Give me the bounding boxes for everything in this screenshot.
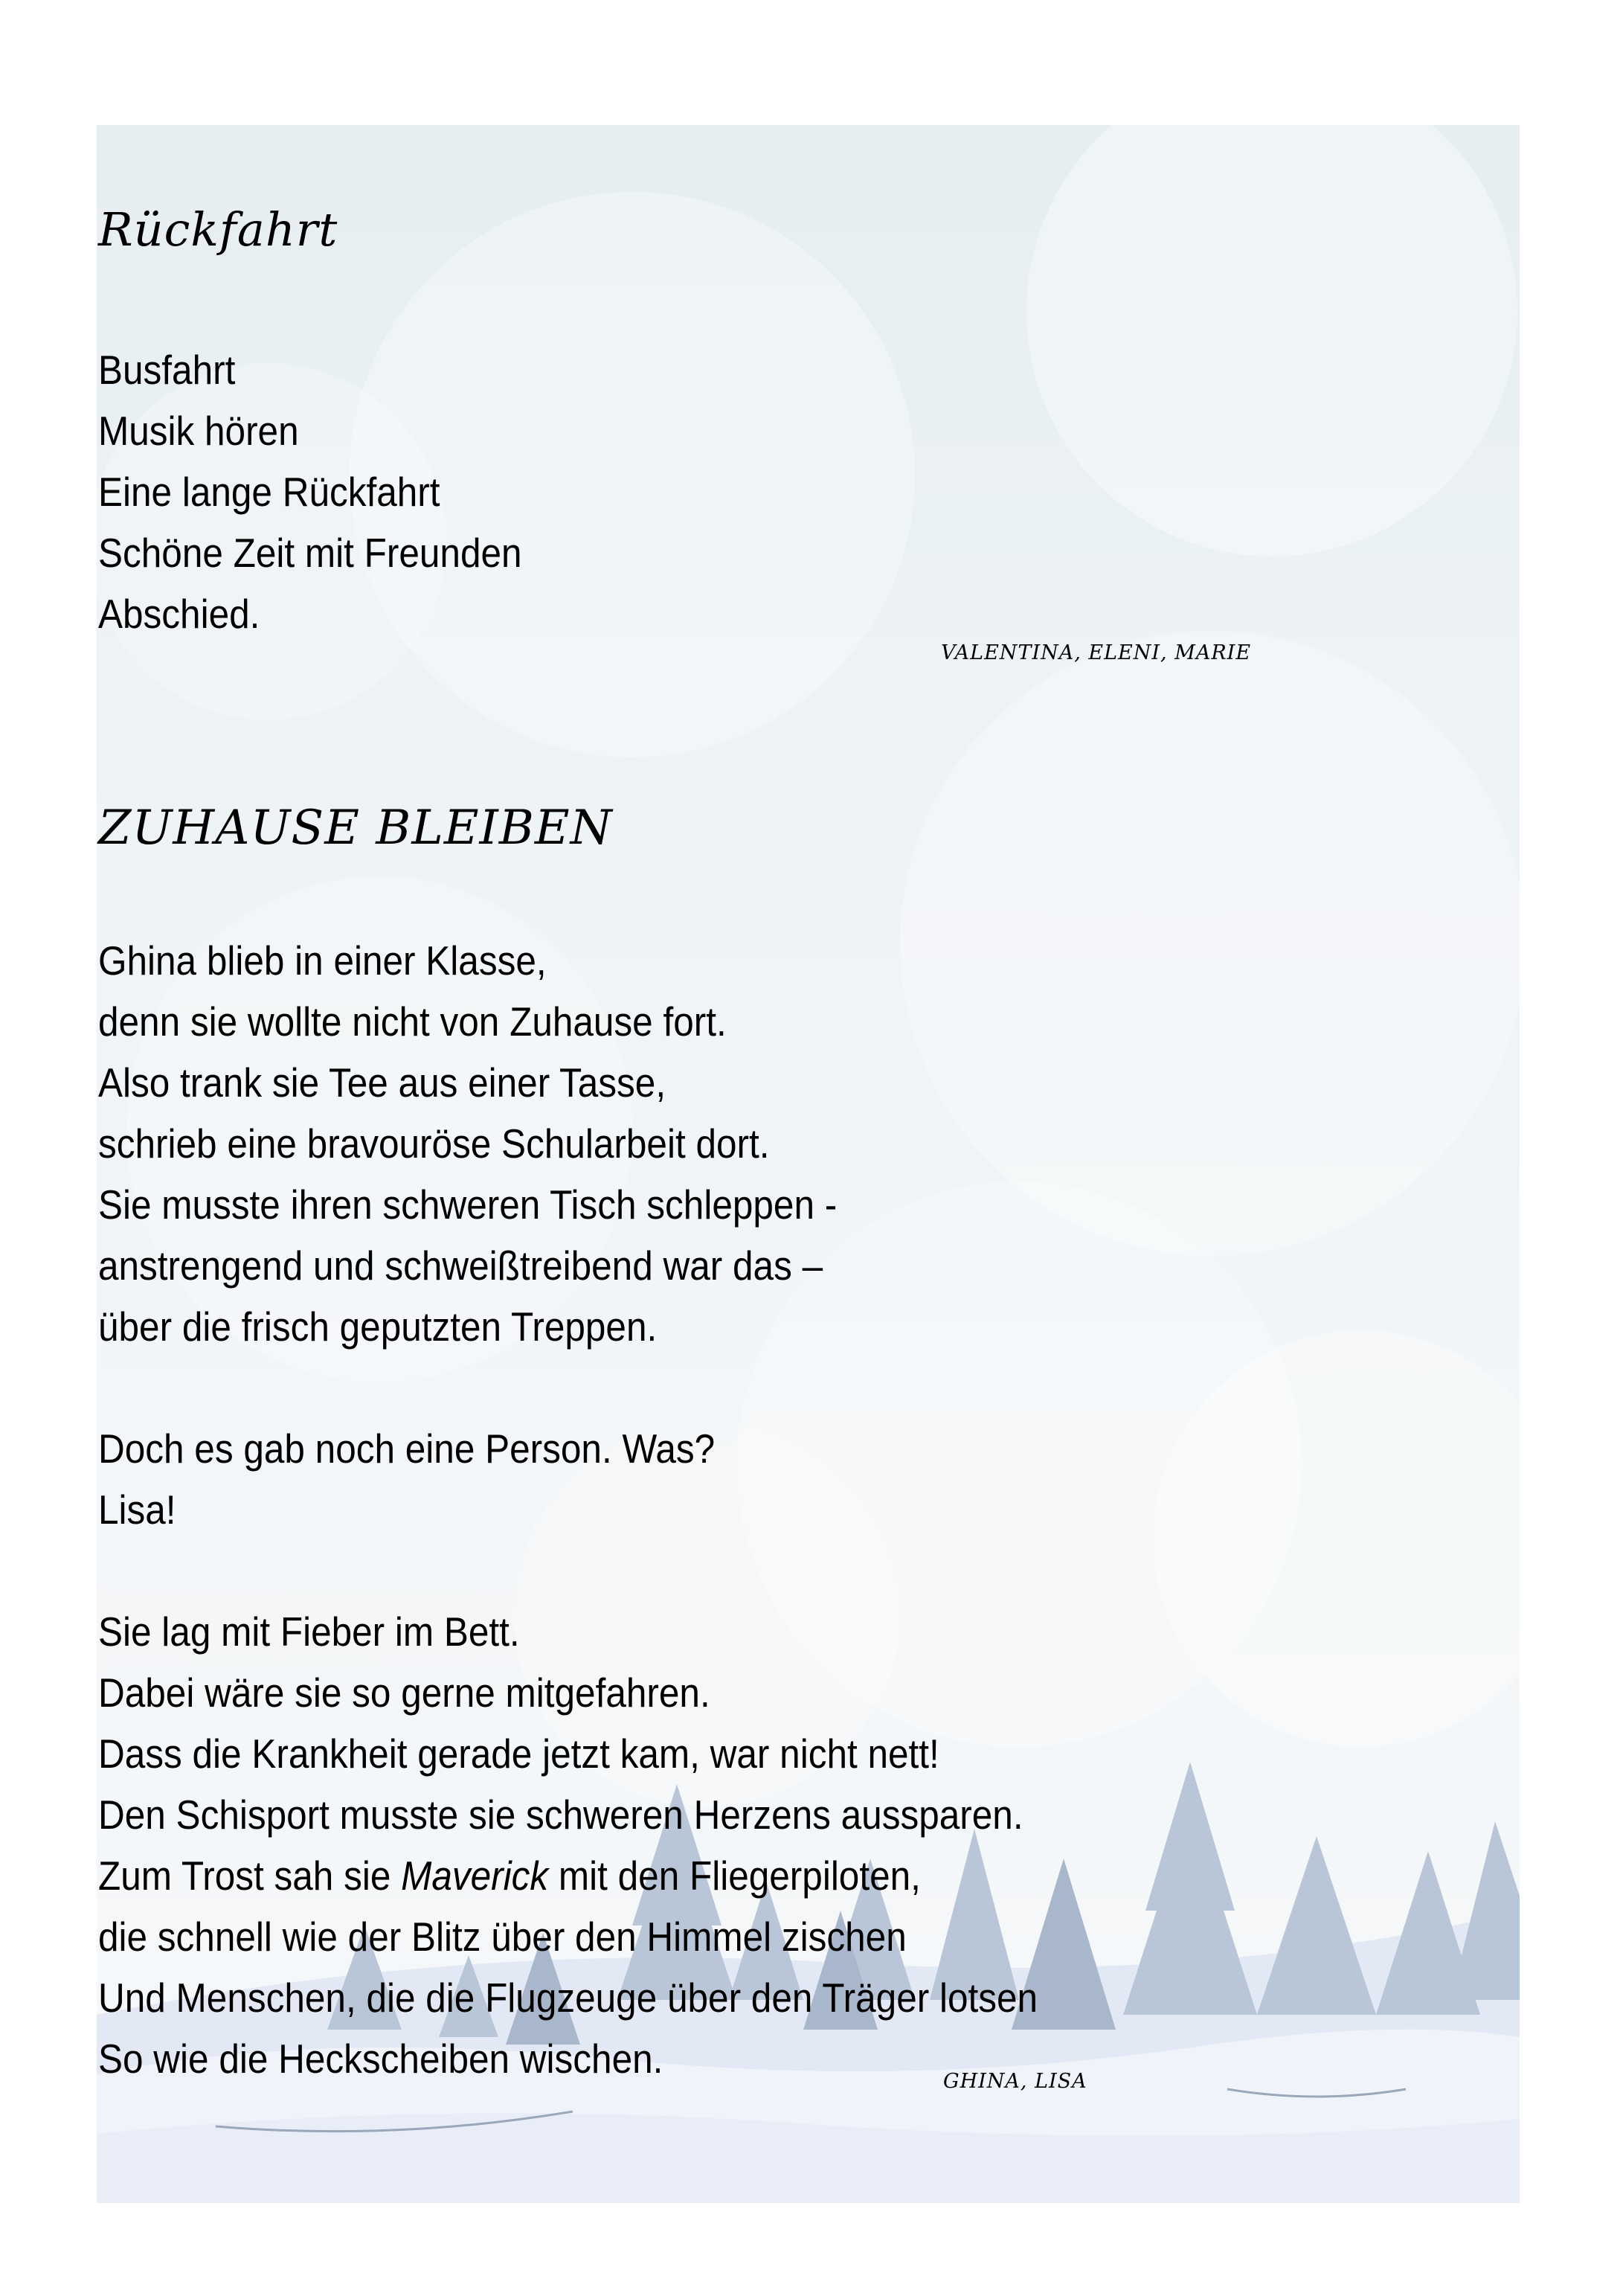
stanza-break [98, 1540, 1038, 1601]
poem-line: denn sie wollte nicht von Zuhause fort. [98, 998, 727, 1045]
poem-line: Ghina blieb in einer Klasse, [98, 937, 547, 984]
poem-line: Sie lag mit Fieber im Bett. [98, 1609, 520, 1655]
poem-title: Rückfahrt [98, 202, 338, 257]
poem-line: Doch es gab noch eine Person. Was? [98, 1426, 716, 1472]
poem-title: ZUHAUSE BLEIBEN [98, 801, 613, 856]
poem-line: Also trank sie Tee aus einer Tasse, [98, 1059, 666, 1106]
poem-line: anstrengend und schweißtreibend war das – [98, 1242, 823, 1289]
poem-line: Lisa! [98, 1487, 176, 1533]
poem-line: Abschied. [98, 591, 260, 637]
movie-title: Maverick [401, 1853, 549, 1899]
line-text: mit den Fliegerpiloten, [548, 1853, 921, 1899]
line-text: Zum Trost sah sie [98, 1853, 402, 1899]
poem-body [98, 339, 522, 644]
poem-line: Dabei wäre sie so gerne mitgefahren. [98, 1670, 710, 1716]
poem-line: die schnell wie der Blitz über den Himmel zischen [98, 1914, 907, 1960]
poem-line: Dass die Krankheit gerade jetzt kam, war nicht nett! [98, 1731, 939, 1777]
poem-line [98, 1845, 1038, 1906]
poem-body [98, 930, 1038, 2089]
poem-line: Den Schisport musste sie schweren Herzens aussparen. [98, 1792, 1023, 1838]
poem-line: schrieb eine bravouröse Schularbeit dort. [98, 1120, 770, 1167]
poem-line: So wie die Heckscheiben wischen. [98, 2036, 663, 2082]
poem-line: über die frisch geputzten Treppen. [98, 1303, 658, 1350]
poem-line: Eine lange Rückfahrt [98, 469, 440, 515]
poem-line: Busfahrt [98, 347, 236, 393]
poem-line: Schöne Zeit mit Freunden [98, 530, 522, 576]
poem-line: Musik hören [98, 408, 299, 454]
poem-authors: GHINA, LISA [943, 2070, 1087, 2093]
poem-line: Sie musste ihren schweren Tisch schleppen - [98, 1181, 838, 1228]
poem-line: Und Menschen, die die Flugzeuge über den Träger lotsen [98, 1975, 1038, 2021]
stanza-break [98, 1357, 1038, 1418]
poem-authors: VALENTINA, ELENI, MARIE [941, 641, 1252, 664]
